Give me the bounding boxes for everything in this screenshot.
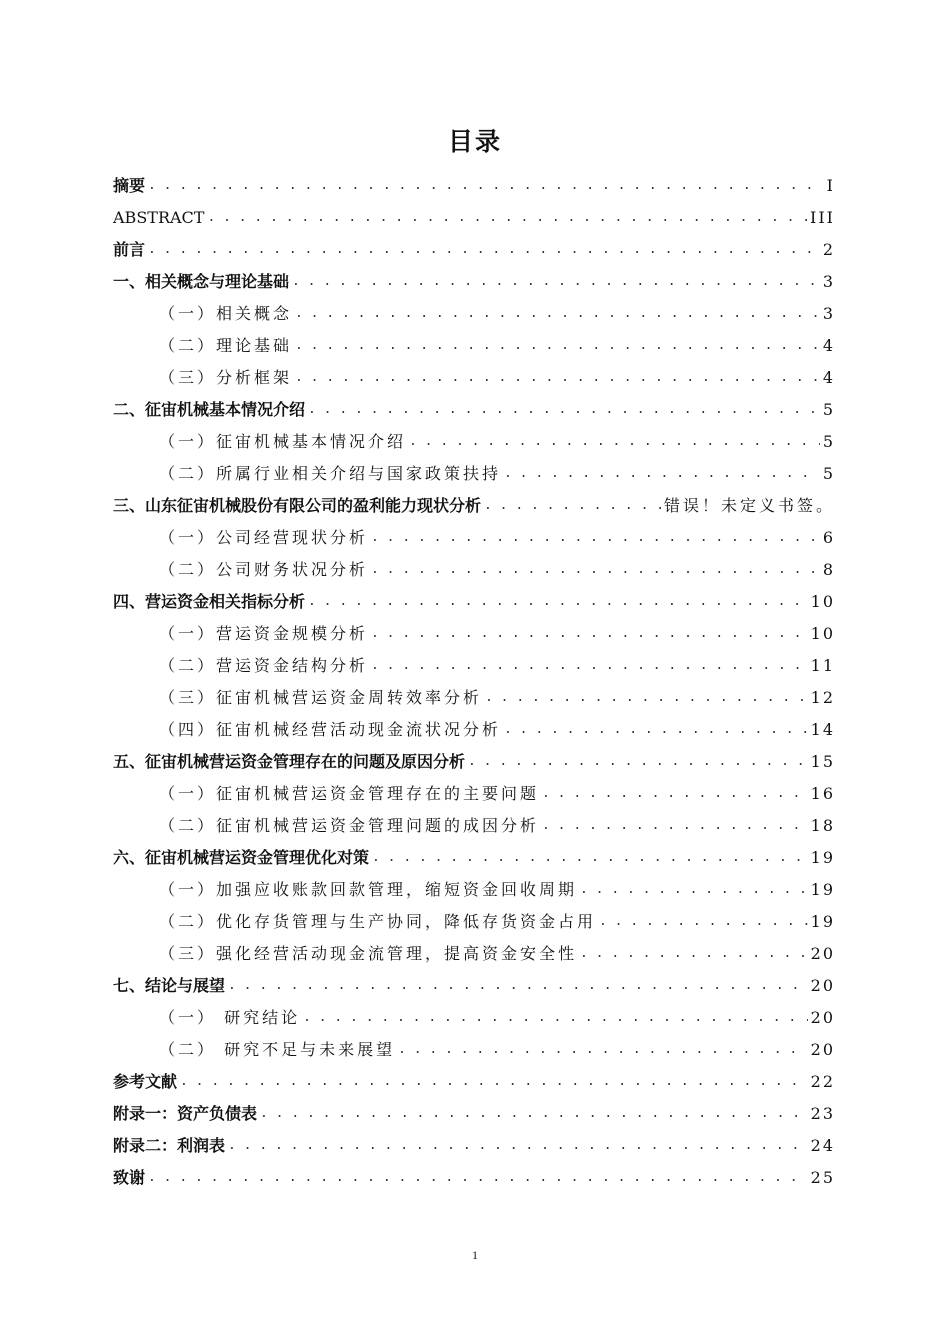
dot-leader — [372, 842, 808, 874]
dot-leader — [148, 1162, 808, 1194]
toc-entry-chapter-3[interactable]: 三、 山东征宙机械股份有限公司的盈利能力现状分析 . . . 错误！未定义书签。 — [113, 490, 835, 522]
page-number-footer: 1 — [472, 1248, 478, 1262]
dot-leader — [371, 650, 808, 682]
table-of-contents — [113, 170, 835, 1194]
dot-leader — [580, 938, 808, 970]
bookmark-error-text: 错误！未定义书签。 — [663, 496, 835, 515]
toc-entry-section-6-3[interactable]: （三）强化经营活动现金流管理，提高资金安全性 . . . 20 — [113, 938, 835, 970]
toc-entry-chapter-6[interactable]: 六、 征宙机械营运资金管理优化对策 . . . 19 — [113, 842, 835, 874]
toc-entry-acknowledgements[interactable]: 致谢 . . . 25 — [113, 1162, 835, 1194]
dot-leader — [303, 1002, 808, 1034]
toc-entry-section-3-2[interactable]: （二）公司财务状况分析 . . . 8 — [113, 554, 835, 586]
toc-entry-section-1-2[interactable]: （二）理论基础 . . . 4 — [113, 330, 835, 362]
toc-entry-section-6-1[interactable]: （一）加强应收账款回款管理，缩短资金回收周期 . . . 19 — [113, 874, 835, 906]
toc-entry-section-4-1[interactable]: （一）营运资金规模分析 . . . 10 — [113, 618, 835, 650]
toc-entry-appendix-2[interactable]: 附录二：利润表 . . . 24 — [113, 1130, 835, 1162]
toc-entry-chapter-2[interactable]: 二、 征宙机械基本情况介绍 . . . 5 — [113, 394, 835, 426]
toc-entry-section-5-2[interactable]: （二）征宙机械营运资金管理问题的成因分析 . . . 18 — [113, 810, 835, 842]
dot-leader — [504, 458, 820, 490]
dot-leader — [371, 522, 820, 554]
dot-leader — [599, 906, 808, 938]
dot-leader — [542, 810, 808, 842]
toc-entry-section-6-2[interactable]: （二）优化存货管理与生产协同，降低存货资金占用 . . . 19 — [113, 906, 835, 938]
dot-leader — [371, 618, 808, 650]
dot-leader — [260, 1098, 808, 1130]
toc-entry-abstract-en[interactable]: ABSTRACT . . . III — [113, 202, 835, 234]
toc-entry-section-4-4[interactable]: （四）征宙机械经营活动现金流状况分析 . . . 14 — [113, 714, 835, 746]
toc-entry-section-1-3[interactable]: （三）分析框架 . . . 4 — [113, 362, 835, 394]
toc-entry-section-3-1[interactable]: （一）公司经营现状分析 . . . 6 — [113, 522, 835, 554]
dot-leader — [308, 586, 808, 618]
toc-entry-section-4-3[interactable]: （三）征宙机械营运资金周转效率分析 . . . 12 — [113, 682, 835, 714]
toc-entry-section-7-2[interactable]: （二） 研究不足与未来展望 . . . 20 — [113, 1034, 835, 1066]
toc-entry-abstract-cn[interactable]: 摘要 . . . I — [113, 170, 835, 202]
toc-entry-section-2-1[interactable]: （一）征宙机械基本情况介绍 . . . 5 — [113, 426, 835, 458]
toc-entry-chapter-7[interactable]: 七、 结论与展望 . . . 20 — [113, 970, 835, 1002]
toc-entry-section-5-1[interactable]: （一）征宙机械营运资金管理存在的主要问题 . . . 16 — [113, 778, 835, 810]
toc-entry-chapter-1[interactable]: 一、 相关概念与理论基础 . . . 3 — [113, 266, 835, 298]
toc-entry-section-4-2[interactable]: （二）营运资金结构分析 . . . 11 — [113, 650, 835, 682]
dot-leader — [504, 714, 808, 746]
dot-leader — [542, 778, 808, 810]
dot-leader — [468, 746, 808, 778]
dot-leader — [228, 1130, 808, 1162]
dot-leader — [580, 874, 808, 906]
dot-leader — [228, 970, 808, 1002]
dot-leader — [371, 554, 820, 586]
dot-leader — [409, 426, 820, 458]
dot-leader — [148, 234, 820, 266]
dot-leader — [398, 1034, 808, 1066]
toc-entry-chapter-5[interactable]: 五、 征宙机械营运资金管理存在的问题及原因分析 . . . 15 — [113, 746, 835, 778]
toc-entry-section-1-1[interactable]: （一）相关概念 . . . 3 — [113, 298, 835, 330]
dot-leader — [207, 202, 807, 234]
dot-leader — [295, 298, 820, 330]
dot-leader — [308, 394, 820, 426]
dot-leader — [295, 330, 820, 362]
toc-entry-preface[interactable]: 前言 . . . 2 — [113, 234, 835, 266]
dot-leader — [180, 1066, 808, 1098]
toc-entry-chapter-4[interactable]: 四、 营运资金相关指标分析 . . . 10 — [113, 586, 835, 618]
toc-title: 目录 — [447, 127, 502, 156]
dot-leader — [292, 266, 820, 298]
toc-entry-section-7-1[interactable]: （一） 研究结论 . . . 20 — [113, 1002, 835, 1034]
dot-leader — [148, 170, 824, 202]
dot-leader — [485, 682, 808, 714]
toc-entry-appendix-1[interactable]: 附录一：资产负债表 . . . 23 — [113, 1098, 835, 1130]
toc-entry-section-2-2[interactable]: （二）所属行业相关介绍与国家政策扶持 . . . 5 — [113, 458, 835, 490]
toc-entry-references[interactable]: 参考文献 . . . 22 — [113, 1066, 835, 1098]
dot-leader — [295, 362, 820, 394]
dot-leader — [484, 490, 661, 522]
